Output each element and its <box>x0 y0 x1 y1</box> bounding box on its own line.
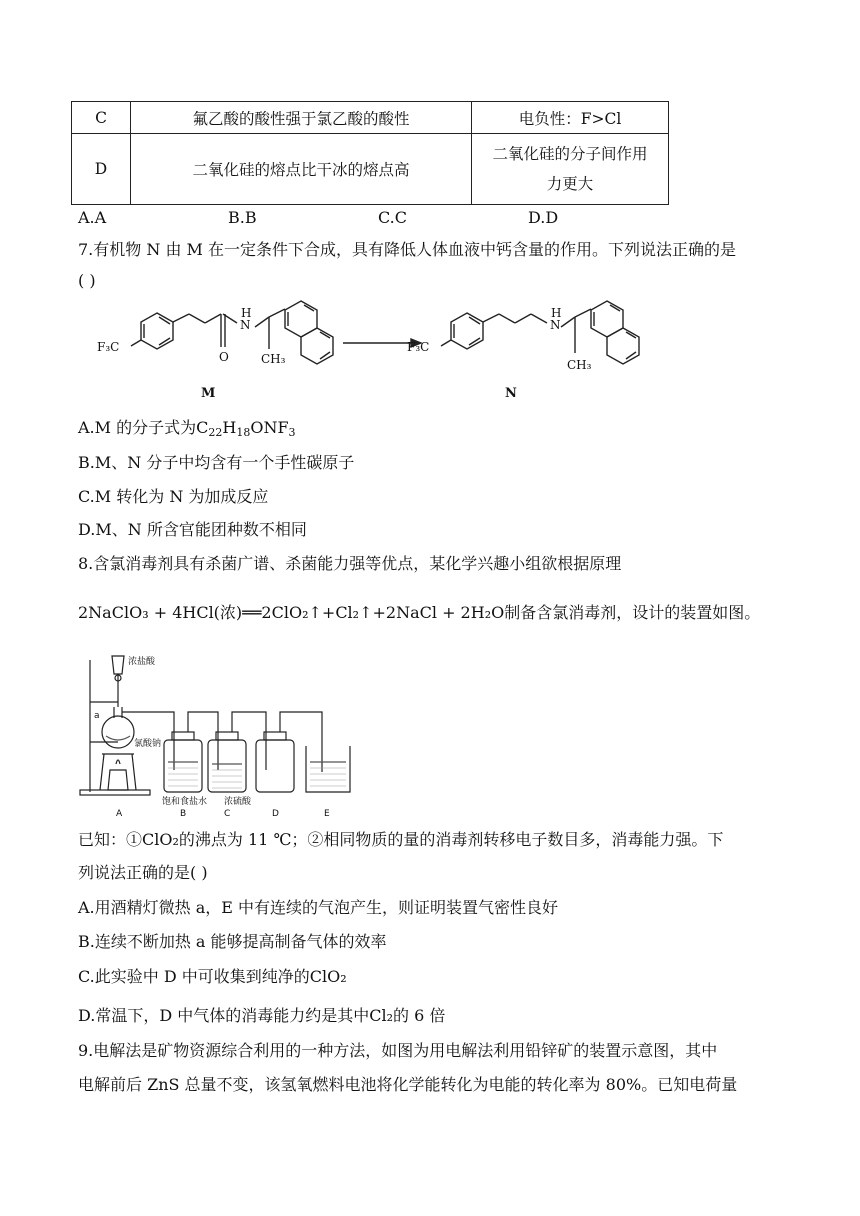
clo2-formula: ClO₂ <box>309 967 347 986</box>
n-h-atom: H <box>551 306 562 320</box>
q6-choice-c[interactable]: C.C <box>378 208 407 227</box>
table-row <box>72 102 669 134</box>
reason-line-1: 二氧化硅的分子间作用 <box>492 145 648 163</box>
formula-h: H <box>222 418 237 437</box>
q8-option-d-text: D.常温下，D 中气体的消毒能力约是其中 <box>78 1006 370 1025</box>
q9-line-2: 电解前后 ZnS 总量不变，该氢氧燃料电池将化学能转化为电能的转化率为 80%。已知电荷量 <box>78 1075 738 1094</box>
conc-hcl-label: 浓盐酸 <box>128 657 156 667</box>
table-row <box>72 134 669 205</box>
q7-stem-line-2: ( ) <box>78 271 96 290</box>
q9-line-1: 9.电解法是矿物资源综合利用的一种方法，如图为用电解法利用铅锌矿的装置示意图，其中 <box>78 1041 718 1060</box>
q8-option-c[interactable] <box>78 966 347 988</box>
apparatus-label-c: C <box>224 809 231 819</box>
formula-c: C <box>196 418 209 437</box>
q8-stem-line-1: 8.含氯消毒剂具有杀菌广谱、杀菌能力强等优点，某化学兴趣小组欲根据原理 <box>78 554 622 573</box>
q8-apparatus-figure <box>78 652 368 820</box>
option-reason: 电负性：F>Cl <box>472 102 669 134</box>
sat-nacl-label: 饱和食盐水 <box>162 797 208 807</box>
m-f3c-label: F₃C <box>97 340 120 354</box>
option-statement: 氟乙酸的酸性强于氯乙酸的酸性 <box>131 102 472 134</box>
q8-option-a[interactable]: A.用酒精灯微热 a，E 中有连续的气泡产生，则证明装置气密性良好 <box>78 898 559 917</box>
flask-a-label: a <box>94 711 100 721</box>
reason-line-2: 力更大 <box>546 175 594 193</box>
q7-option-a[interactable] <box>78 417 296 444</box>
q7-option-c[interactable]: C.M 转化为 N 为加成反应 <box>78 487 269 506</box>
n-ch3-label: CH₃ <box>567 358 592 372</box>
sodium-chlorate-label: 氯酸钠 <box>134 739 162 749</box>
option-reason <box>472 134 669 205</box>
conc-h2so4-label: 浓硫酸 <box>224 797 252 807</box>
q6-choice-d[interactable]: D.D <box>528 208 559 227</box>
q7-option-a-text: A.M 的分子式为 <box>78 418 197 437</box>
label-m: M <box>201 386 216 401</box>
option-letter: C <box>72 102 131 134</box>
q8-option-d-tail: 的 6 倍 <box>393 1006 446 1025</box>
q8-known-pre: 已知：① <box>78 830 143 849</box>
q8-known-post: 的沸点为 11 ℃；②相同物质的量的消毒剂转移电子数目多，消毒能力强。下 <box>178 830 724 849</box>
q8-equation-line <box>78 602 760 624</box>
q8-option-b[interactable]: B.连续不断加热 a 能够提高制备气体的效率 <box>78 932 387 951</box>
q7-option-b[interactable]: B.M、N 分子中均含有一个手性碳原子 <box>78 453 355 472</box>
q7-stem-line-1: 7.有机物 N 由 M 在一定条件下合成，具有降低人体血液中钙含量的作用。下列说法正确的是 <box>78 240 736 259</box>
apparatus-label-a: A <box>116 809 123 819</box>
m-n-atom: N <box>240 318 251 332</box>
m-o-atom: O <box>219 350 229 364</box>
formula-onf: ONF <box>250 418 289 437</box>
q6-choice-b[interactable]: B.B <box>228 208 257 227</box>
q8-option-c-text: C.此实验中 D 中可收集到纯净的 <box>78 967 310 986</box>
n-f3c-label: F₃C <box>407 340 430 354</box>
apparatus-label-d: D <box>272 809 279 819</box>
q8-option-d[interactable] <box>78 1005 445 1027</box>
apparatus-label-b: B <box>180 809 187 819</box>
q7-reaction-figure <box>95 295 675 405</box>
m-ch3-label: CH₃ <box>261 352 286 366</box>
option-statement: 二氧化硅的熔点比干冰的熔点高 <box>131 134 472 205</box>
n-n-atom: N <box>550 318 561 332</box>
label-n: N <box>505 386 517 401</box>
formula-c-count: 22 <box>208 426 223 439</box>
q6-choice-a[interactable]: A.A <box>78 208 107 227</box>
cl2-formula: Cl₂ <box>369 1006 394 1025</box>
m-h-atom: H <box>241 306 252 320</box>
clo2-formula: ClO₂ <box>142 830 179 849</box>
q8-known-line-1 <box>78 829 723 851</box>
q8-equation: 2NaClO₃ + 4HCl(浓)══2ClO₂↑+Cl₂↑+2NaCl + 2H₂O <box>78 603 505 622</box>
q8-known-line-2: 列说法正确的是( ) <box>78 863 208 882</box>
apparatus-label-e: E <box>324 809 330 819</box>
option-letter: D <box>72 134 131 205</box>
options-table <box>71 101 669 205</box>
formula-h-count: 18 <box>236 426 251 439</box>
formula-f-count: 3 <box>288 426 296 439</box>
q8-equation-tail: 制备含氯消毒剂，设计的装置如图。 <box>504 603 761 622</box>
q7-option-d[interactable]: D.M、N 所含官能团种数不相同 <box>78 520 307 539</box>
